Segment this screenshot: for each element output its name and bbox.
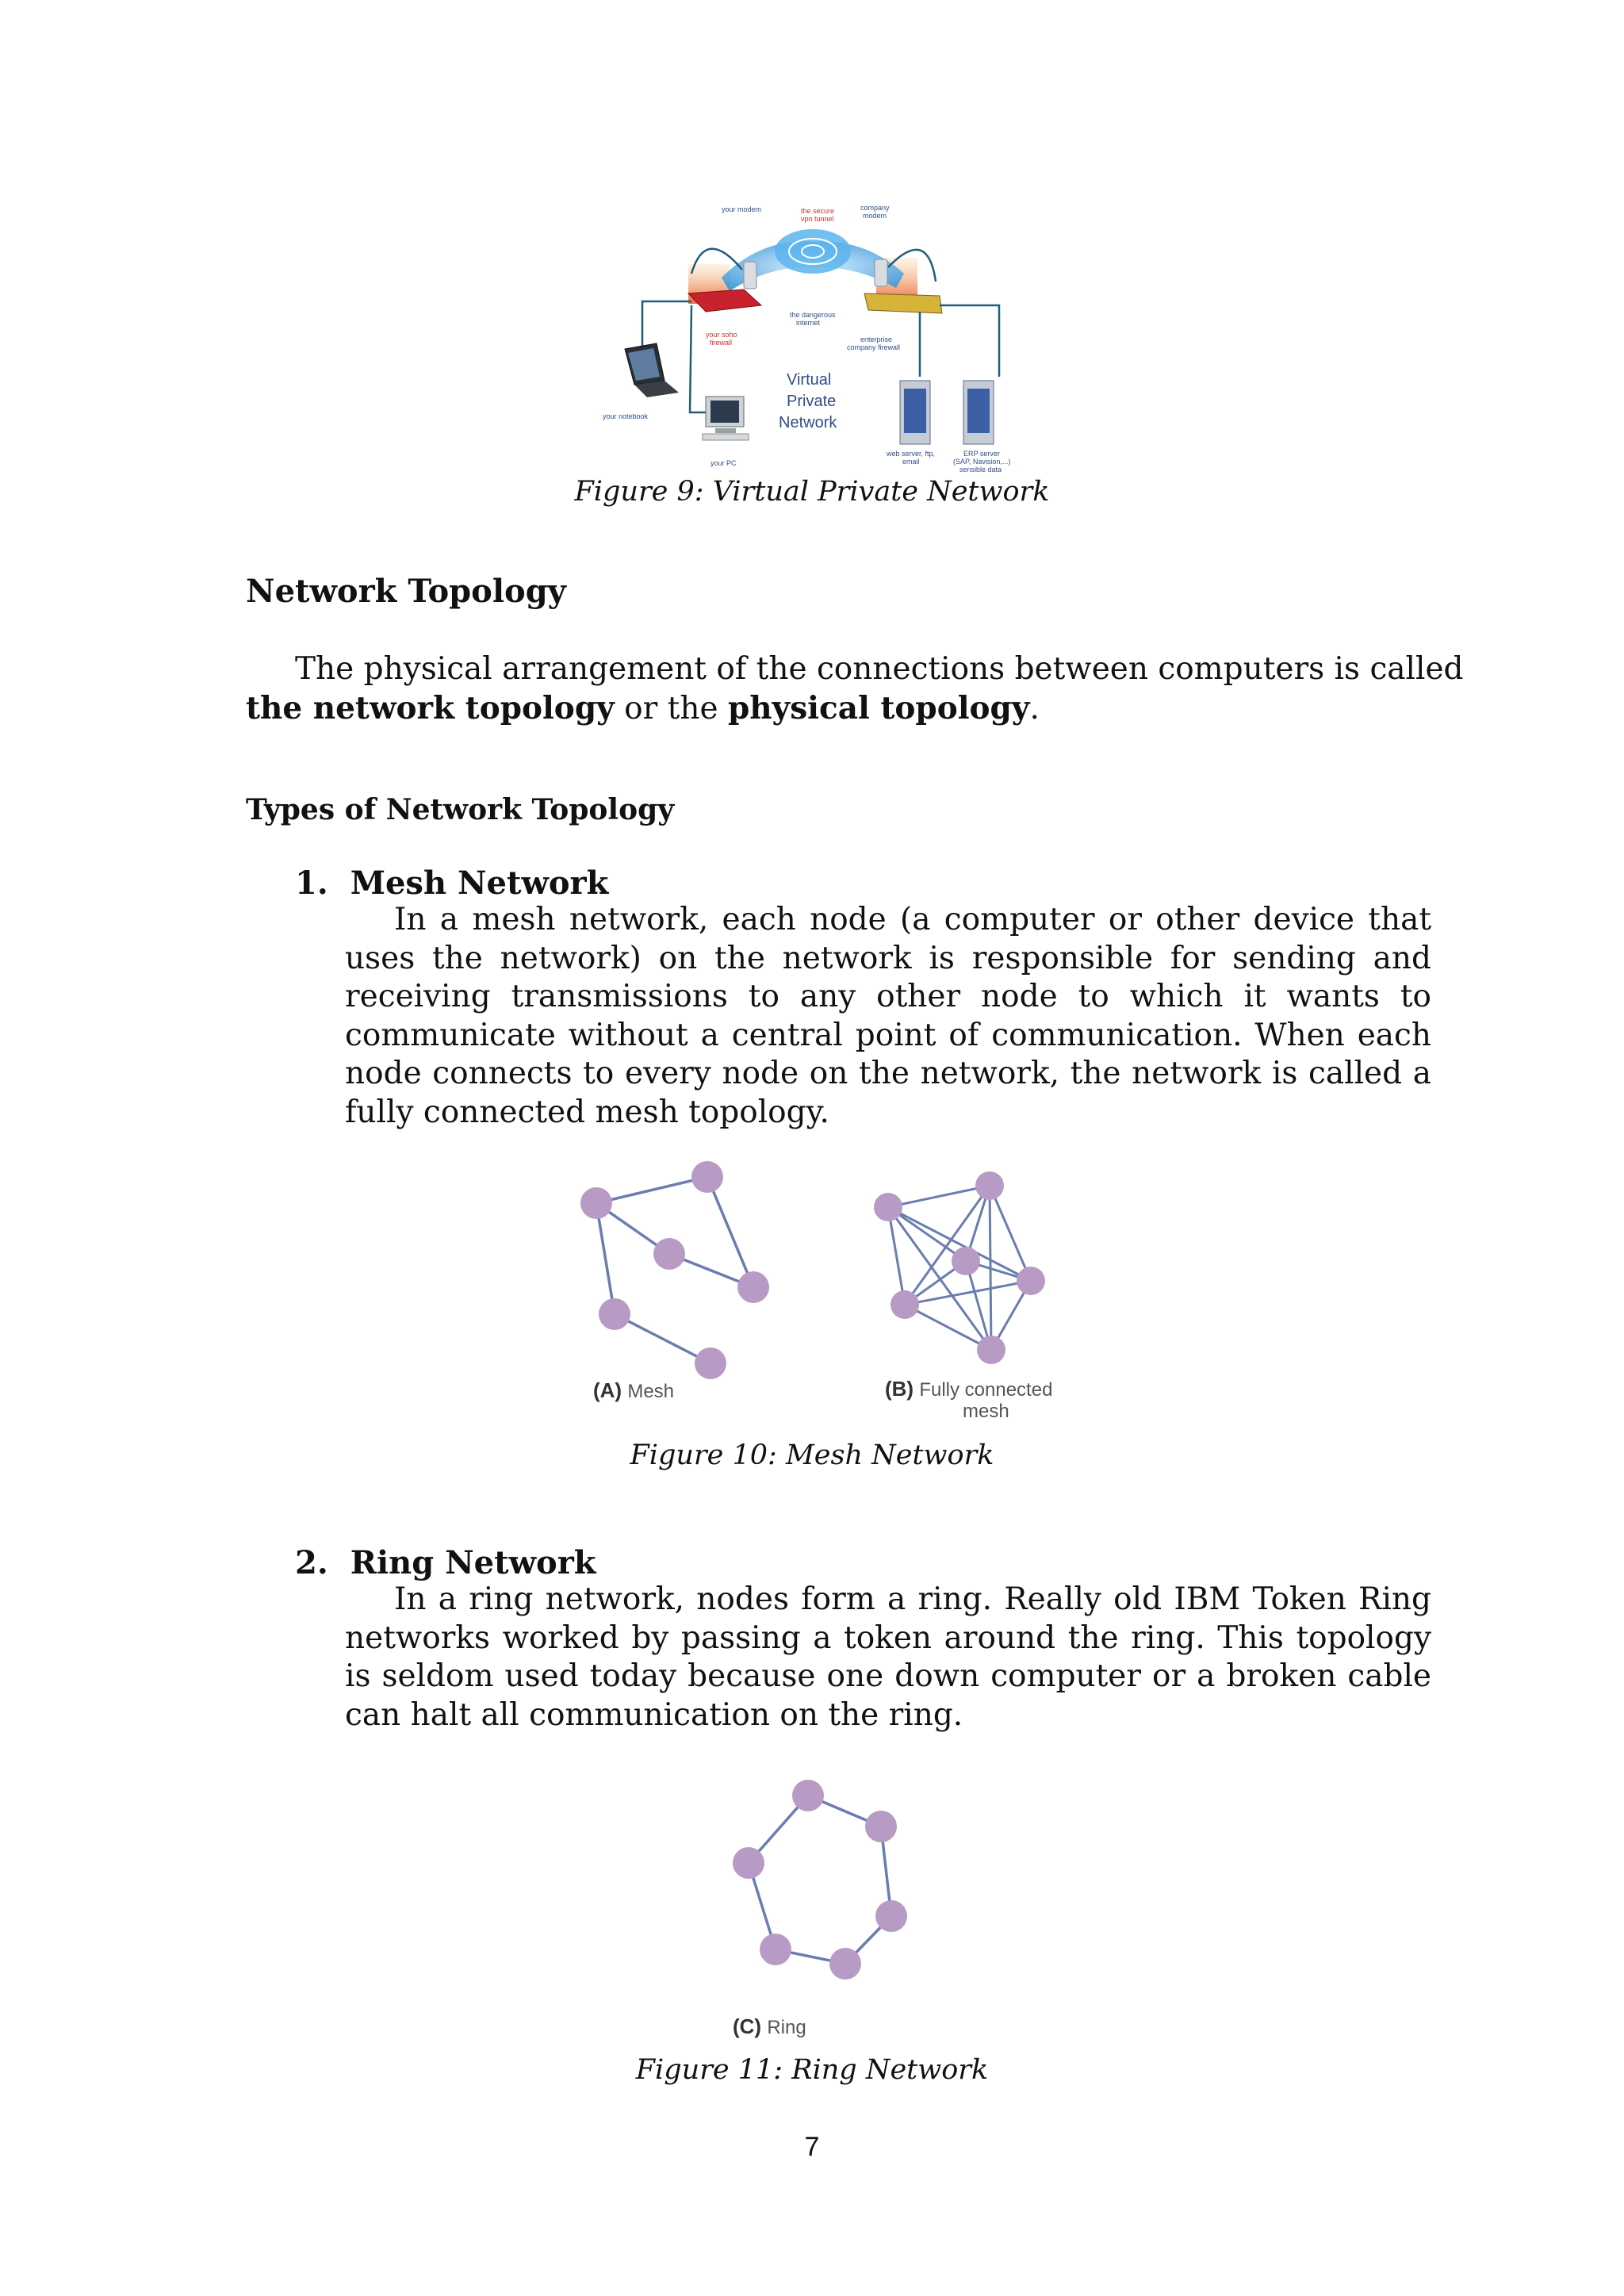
types-heading: Types of Network Topology <box>246 793 675 826</box>
label-internet-1: the dangerous <box>790 311 836 319</box>
ring-paragraph <box>345 1581 1431 1734</box>
mesh-label-a-text: Mesh <box>627 1381 675 1402</box>
intro-end-text: . <box>1029 690 1040 726</box>
label-erp-3: sensible data <box>959 466 1002 473</box>
mesh-line: fully connected mesh topology. <box>345 1094 829 1130</box>
label-internet-2: internet <box>796 319 821 327</box>
mesh-line: communicate without a central point of communication. When each <box>345 1017 1431 1053</box>
mesh-a-node <box>695 1347 726 1379</box>
ring-label-c-letter: (C) <box>733 2014 762 2038</box>
mesh-line: receiving transmissions to any other node to which it wants to <box>345 979 1431 1014</box>
mesh-a-node <box>691 1161 723 1193</box>
mesh-b-node <box>952 1247 980 1275</box>
mesh-label-b-text-1: Fully connected <box>919 1379 1053 1401</box>
figure-11-caption: Figure 11: Ring Network <box>635 2054 989 2086</box>
figure-10-caption: Figure 10: Mesh Network <box>630 1439 994 1471</box>
figure-9-caption: Figure 9: Virtual Private Network <box>574 476 1050 508</box>
ring-line: can halt all communication on the ring. <box>345 1696 963 1733</box>
ring-number: 2. <box>295 1544 328 1581</box>
label-soho-1: your soho <box>706 331 737 339</box>
mesh-a-node <box>599 1298 630 1330</box>
mesh-line: In a mesh network, each node (a computer or other device that <box>394 902 1431 937</box>
label-your-modem: your modem <box>722 205 762 213</box>
section-title: Network Topology <box>246 573 566 610</box>
label-webserver-2: email <box>902 458 920 466</box>
page-number: 7 <box>804 2132 820 2162</box>
mesh-label-b <box>885 1377 1052 1401</box>
label-company-modem-1: company <box>860 204 890 212</box>
intro-mid-text: or the <box>614 690 728 726</box>
ring-label-c-text: Ring <box>767 2017 806 2038</box>
mesh-b-node <box>891 1290 919 1319</box>
ring-title: Ring Network <box>350 1544 596 1581</box>
mesh-a-edges <box>596 1177 753 1363</box>
label-secure-tunnel-1: the secure <box>801 207 835 215</box>
mesh-b-node <box>977 1336 1005 1364</box>
ring-label-c <box>733 2014 806 2039</box>
ring-node <box>865 1811 897 1842</box>
mesh-label-b-letter: (B) <box>885 1377 914 1401</box>
mesh-number: 1. <box>295 864 328 902</box>
ring-line: networks worked by passing a token around the ring. This topology <box>345 1619 1431 1656</box>
mesh-a-node <box>737 1271 769 1303</box>
ring-node <box>760 1934 791 1965</box>
ring-line: is seldom used today because one down computer or a broken cable <box>345 1658 1431 1694</box>
mesh-b-node <box>975 1171 1004 1200</box>
intro-bold-physical-topology: physical topology <box>727 689 1030 726</box>
label-erp-2: (SAP, Navision,...) <box>953 458 1011 466</box>
mesh-line: node connects to every node on the network, the network is called a <box>345 1056 1431 1091</box>
mesh-b-node <box>1017 1267 1045 1295</box>
mesh-a-node <box>580 1187 612 1219</box>
mesh-label-a <box>593 1378 674 1403</box>
mesh-a-node <box>653 1238 685 1270</box>
ring-nodes <box>733 1780 907 1980</box>
label-company-modem-2: modem <box>863 212 887 220</box>
ring-node <box>792 1780 824 1811</box>
mesh-label-b-line-2: mesh <box>963 1401 1009 1422</box>
label-enterprise-1: enterprise <box>860 335 893 343</box>
label-webserver-1: web server, ftp, <box>887 450 936 458</box>
mesh-b-node <box>874 1193 902 1221</box>
label-vpn-1: Virtual <box>787 371 832 389</box>
label-enterprise-2: company firewall <box>847 343 901 351</box>
mesh-title: Mesh Network <box>350 864 609 902</box>
label-soho-2: firewall <box>710 339 733 347</box>
ring-line: In a ring network, nodes form a ring. Really old IBM Token Ring <box>394 1581 1431 1617</box>
mesh-label-a-letter: (A) <box>593 1378 622 1402</box>
label-notebook: your notebook <box>603 412 649 420</box>
ring-node <box>829 1948 861 1980</box>
intro-bold-network-topology: the network topology <box>246 689 615 726</box>
mesh-line: uses the network) on the network is responsible for sending and <box>345 940 1431 976</box>
label-vpn-3: Network <box>779 414 837 431</box>
ring-node <box>733 1847 764 1879</box>
label-erp-1: ERP server <box>963 450 1000 458</box>
label-secure-tunnel-2: vpn tunnel <box>801 215 834 223</box>
ring-node <box>875 1900 907 1932</box>
label-vpn-2: Private <box>787 393 837 410</box>
intro-lead-text: The physical arrangement of the connections between computers is called <box>295 651 1464 687</box>
label-pc: your PC <box>710 459 737 467</box>
ring-heading <box>295 1544 596 1581</box>
